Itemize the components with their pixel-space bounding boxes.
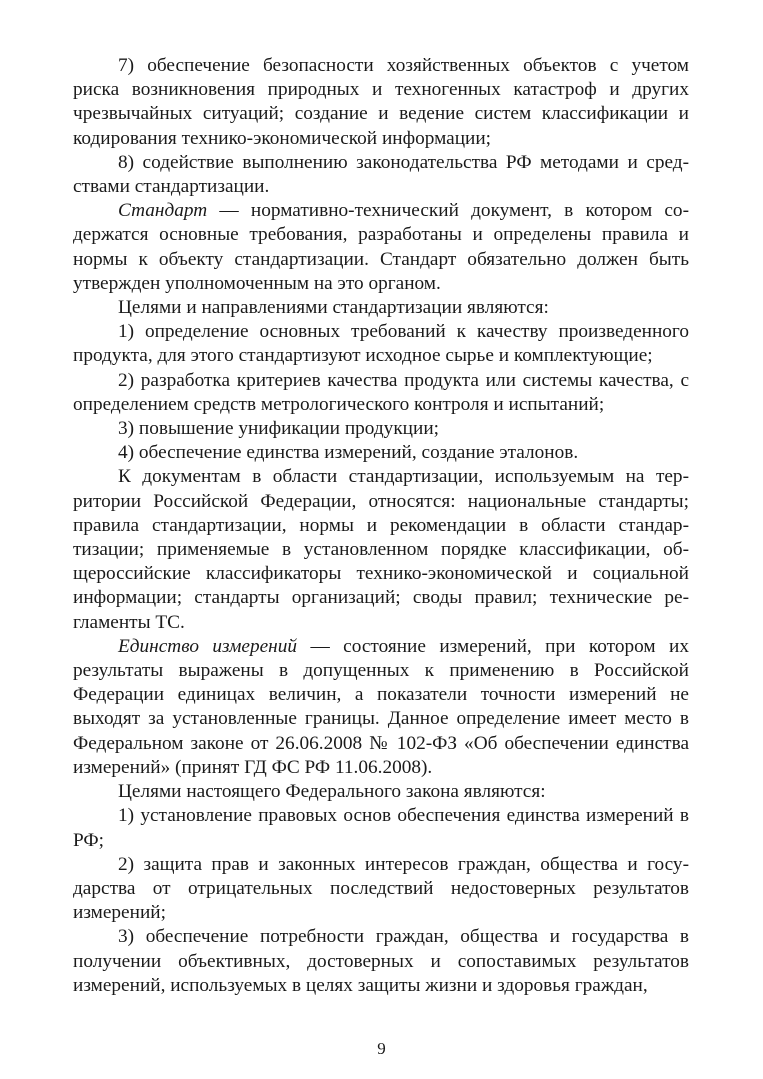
paragraph-text: Целями настоящего Федерального закона являются: [118, 781, 546, 803]
paragraph-goal-3 [73, 417, 689, 441]
page-number: 9 [377, 1039, 386, 1058]
paragraph-law-goal-3 [73, 925, 689, 998]
paragraph-item-7 [73, 54, 689, 151]
document-body [73, 54, 689, 998]
paragraph-text: 4) обеспечение единства измерений, создание эталонов. [118, 442, 579, 464]
paragraph-text: 3) повышение унификации продукции; [118, 418, 439, 440]
paragraph-text: К документам в области стандартизации, используемым на территории Российской Федерации, относятся: национальные стандарты; правила стандартизации, нормы и рекомендации в области стандартизации; применяемые в установленном порядке классификации, общероссийские классификаторы технико-экономической и социальной информации; стандарты организаций; своды правил; технические регламенты ТС. [73, 466, 689, 633]
paragraph-goal-2 [73, 369, 689, 417]
paragraph-text: 1) определение основных требований к качеству произведенного продукта, для этого стандартизуют исходное сырье и комплектующие; [73, 321, 689, 367]
paragraph-law-goal-1 [73, 804, 689, 852]
term-measurement-unity: Единство измерений [118, 635, 298, 657]
paragraph-text: 2) защита прав и законных интересов граждан, общества и государства от отрицательных последствий недостоверных результатов измерений; [73, 853, 689, 924]
paragraph-law-goal-2 [73, 853, 689, 926]
paragraph-goal-1 [73, 320, 689, 368]
paragraph-text: 7) обеспечение безопасности хозяйственных объектов с учетом риска возникновения природных и техногенных катастроф и других чрезвычайных ситуаций; создание и ведение систем классификации и кодирования технико-экономической информации; [73, 55, 689, 149]
paragraph-text: Целями и направлениями стандартизации являются: [118, 297, 549, 319]
paragraph-text: 2) разработка критериев качества продукта или системы качества, с определением средств метрологического контроля и испытаний; [73, 369, 689, 415]
paragraph-item-8 [73, 151, 689, 199]
paragraph-text: 8) содействие выполнению законодательства РФ методами и средствами стандартизации. [73, 151, 689, 198]
paragraph-text: — состояние измерений, при котором их результаты выражены в допущенных к применению в Российской Федерации единицах величин, а показатели точности измерений не выходят за установленные границы. Данное определение имеет место в Федеральном законе от 26.06.2008 № 102-ФЗ «Об обеспечении единства измерений» (принят ГД ФС РФ 11.06.2008). [73, 635, 689, 778]
paragraph-text: 1) установление правовых основ обеспечения единства измерений в РФ; [73, 805, 689, 851]
paragraph-goal-4 [73, 441, 689, 465]
paragraph-standard-definition [73, 199, 689, 296]
paragraph-text: 3) обеспечение потребности граждан, общества и государства в получении объективных, достоверных и сопоставимых результатов измерений, используемых в целях защиты жизни и здоровья граждан, [73, 926, 689, 996]
paragraph-documents [73, 465, 689, 634]
term-standard: Стандарт [118, 200, 208, 222]
paragraph-measurement-unity-definition [73, 635, 689, 780]
paragraph-law-goals-heading [73, 780, 689, 804]
paragraph-goals-heading [73, 296, 689, 320]
paragraph-text: — нормативно-технический документ, в котором содержатся основные требования, разработаны и определены правила и нормы к объекту стандартизации. Стандарт обязательно должен быть утвержден уполномоченным на это органом. [73, 200, 689, 294]
